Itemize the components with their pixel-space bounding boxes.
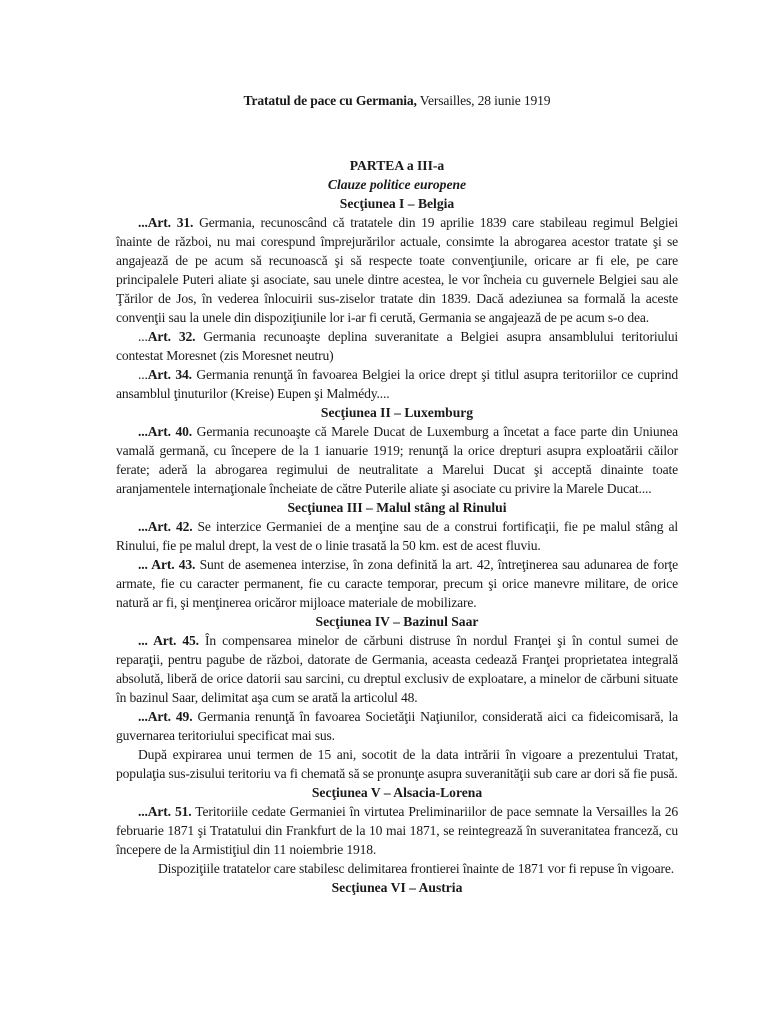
section-heading: Secţiunea IV – Bazinul Saar — [315, 614, 479, 629]
article-paragraph — [116, 517, 678, 555]
article-label: ...Art. 42. — [138, 519, 193, 534]
part-heading: PARTEA a III-a — [349, 158, 445, 173]
article-text: Sunt de asemenea interzise, în zona definită la art. 42, întreţinerea sau adunarea de forţe armate, fie cu caracter permanent, fie cu caracte temporar, precum şi orice manevre militare, de orice natură ar fi, şi menţinerea oricăror mijloace materiale de mobilizare. — [116, 557, 678, 610]
article-label: ...Art. 31. — [138, 215, 194, 230]
sections-container — [116, 194, 678, 897]
article-continuation — [116, 859, 678, 878]
article-text: Teritoriile cedate Germaniei în virtutea Preliminariilor de pace semnate la Versailles la 26 februarie 1871 şi Tratatului din Frankfurt de la 10 mai 1871, se reintegrează în suveranitatea franceză, cu începere de la Armistiţiul din 11 noiembrie 1918. — [116, 804, 678, 857]
article-label: ...Art. 40. — [138, 424, 193, 439]
article-label: Art. 32. — [147, 329, 196, 344]
article-label: ...Art. 51. — [138, 804, 192, 819]
article-label: ... Art. 43. — [138, 557, 196, 572]
article-text: Germania recunoaşte că Marele Ducat de Luxemburg a încetat a face parte din Uniunea vamală germană, cu începere de la 1 ianuarie 1919; renunţă la orice drepturi asupra exploatării căilor ferate; aderă la abrogarea regimului de neutralitate a Marelui Ducat şi acceptă dinainte toate aranjamentele internaţionale încheiate de către Puterile aliate şi asociate cu privire la Marele Ducat.... — [116, 424, 678, 496]
article-text: În compensarea minelor de cărbuni distruse în nordul Franţei şi în contul sumei de reparaţii, pentru pagube de război, datorate de Germania, aceasta cedează Franţei proprietatea integrală absolută, liberă de orice datorii sau sarcini, cu dreptul exclusiv de exploatare, a minelor de cărbuni situate în bazinul Saar, delimitat aşa cum se arată la articolul 48. — [116, 633, 678, 705]
treaty-title: Tratatul de pace cu Germania, — [243, 93, 417, 108]
article-paragraph — [116, 555, 678, 612]
article-text: Germania renunţă în favoarea Societăţii Naţiunilor, considerată aici ca fideicomisară, la guvernarea teritoriului specificat mai sus. — [116, 709, 678, 743]
article-paragraph — [116, 365, 678, 403]
article-paragraph — [116, 631, 678, 707]
section-heading: Secţiunea VI – Austria — [331, 880, 463, 895]
section-heading: Secţiunea III – Malul stâng al Rinului — [287, 500, 507, 515]
section-heading: Secţiunea II – Luxemburg — [320, 405, 474, 420]
article-continuation — [116, 745, 678, 783]
article-paragraph — [116, 422, 678, 498]
article-paragraph — [116, 213, 678, 327]
treaty-place-date: Versailles, 28 iunie 1919 — [416, 93, 551, 108]
article-prefix: ... — [138, 367, 148, 382]
article-label: Art. 34. — [147, 367, 192, 382]
article-label: ... Art. 45. — [138, 633, 199, 648]
article-text: Germania, recunoscând că tratatele din 19 aprilie 1839 care stabileau regimul Belgiei înainte de război, nu mai corespund împrejurărilor actuale, consimte la abrogarea acestor tratate şi se angajează de pe acum să recunoască şi să respecte toate convenţiunile, oricare ar fi ele, pe care principalele Puteri aliate şi asociate, sau unele dintre acestea, le vor încheia cu guvernele Belgiei sau ale Ţărilor de Jos, în vederea înlocuirii sus-ziselor tratate din 1839. Dacă adeziunea sa formală la aceste convenţii sau la unele din dispoziţiunile lor i-ar fi cerută, Germania se angajează de pe acum s-o dea. — [116, 215, 678, 325]
part-subheading: Clauze politice europene — [327, 177, 467, 192]
article-prefix: ... — [138, 329, 148, 344]
document-body — [116, 156, 678, 897]
article-paragraph — [116, 802, 678, 859]
article-text: Dispoziţiile tratatelor care stabilesc delimitarea frontierei înainte de 1871 vor fi repuse în vigoare. — [158, 861, 675, 876]
article-text: Germania recunoaşte deplina suveranitate a Belgiei asupra ansamblului teritoriului contestat Moresnet (zis Moresnet neutru) — [116, 329, 679, 363]
article-text: Germania renunţă în favoarea Belgiei la orice drept şi titlul asupra teritoriilor ce cuprind ansamblul ţinuturilor (Kreise) Eupen şi Malmédy.... — [116, 367, 678, 401]
article-text: Se interzice Germaniei de a menţine sau de a construi fortificaţii, fie pe malul stâng al Rinului, fie pe malul drept, la vest de o linie trasată la 50 km. est de acest fluviu. — [116, 519, 678, 553]
article-label: ...Art. 49. — [138, 709, 193, 724]
article-paragraph — [116, 707, 678, 745]
article-text: După expirarea unui termen de 15 ani, socotit de la data intrării în vigoare a prezentului Tratat, populaţia sus-zisului teritoriu va fi chemată să se pronunţe asupra suveranităţii sub care ar dori să fie pusă. — [116, 747, 678, 781]
article-paragraph — [116, 327, 678, 365]
section-heading: Secţiunea V – Alsacia-Lorena — [311, 785, 483, 800]
document-title — [116, 90, 678, 112]
section-heading: Secţiunea I – Belgia — [339, 196, 455, 211]
